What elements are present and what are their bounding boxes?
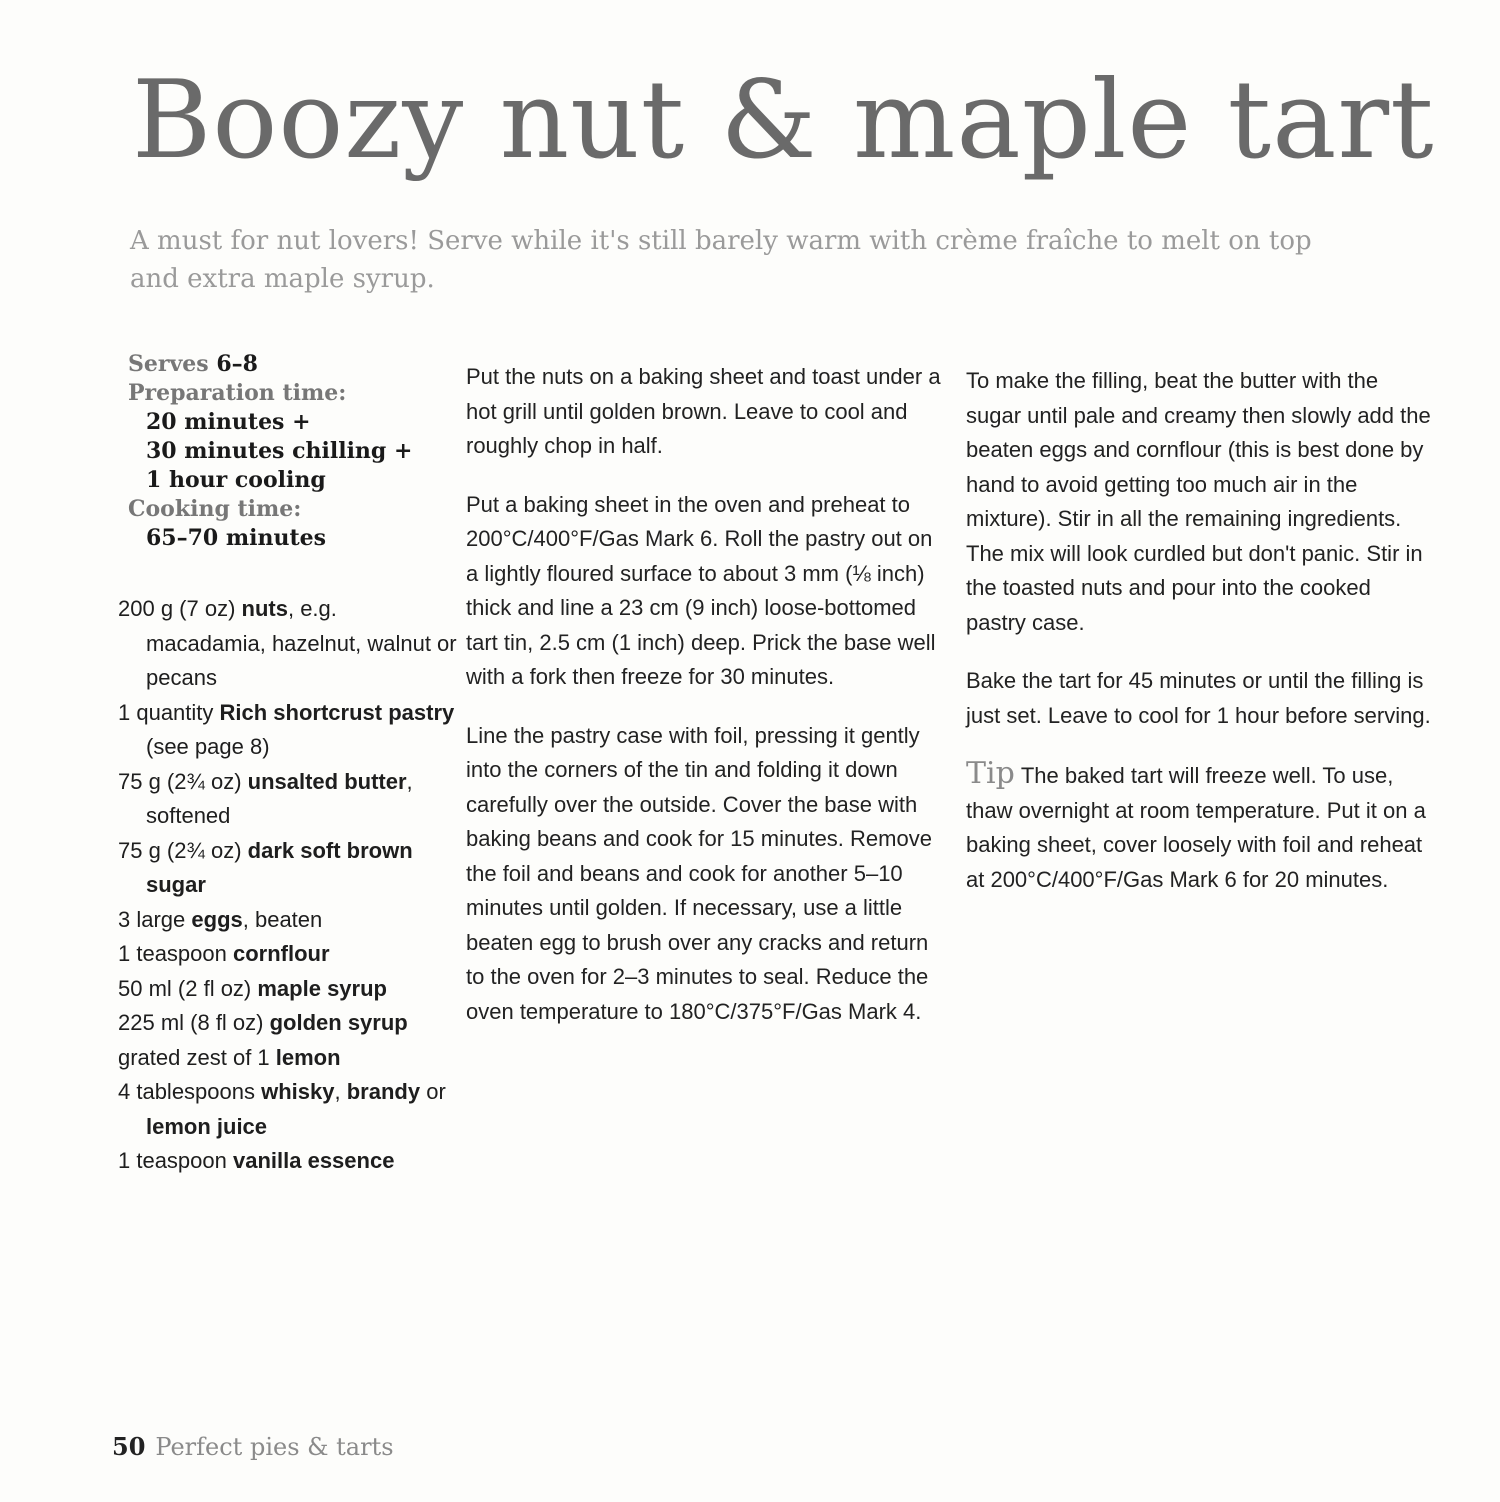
method-paragraph: Put a baking sheet in the oven and preheat to 200°C/400°F/Gas Mark 6. Roll the pastry out on a lightly floured surface to about 3 mm (⅛ inch) thick and line a 23 cm (9 inch) loose-bottomed tart tin, 2.5 cm (1 inch) deep. Prick the base well with a fork then freeze for 30 minutes.: [466, 491, 936, 689]
serves-label: Serves: [128, 351, 209, 377]
method-paragraph: Line the pastry case with foil, pressing it gently into the corners of the tin and folding it down carefully over the outside. Cover the base with baking beans and cook for 15 minutes. Remove the foil and beans and cook for another 5–10 minutes until golden. If necessary, use a little beaten egg to brush over any cracks and return to the oven for 2–3 minutes to seal. Reduce the oven temperature to 180°C/375°F/Gas Mark 4.: [466, 722, 932, 1024]
page-footer: [112, 1432, 394, 1461]
ingredient-item: 50 ml (2 fl oz) maple syrup: [118, 975, 387, 1001]
ingredient-list: [118, 592, 458, 1179]
method-column-1: [466, 360, 946, 1053]
recipe-title: Boozy nut & maple tart: [132, 58, 1435, 183]
ingredient-item: grated zest of 1 lemon: [118, 1044, 341, 1070]
ingredient-item: 1 teaspoon vanilla essence: [118, 1148, 395, 1173]
ingredient-item: 225 ml (8 fl oz) golden syrup: [118, 1010, 408, 1035]
prep-line: 20 minutes +: [146, 409, 311, 435]
recipe-meta: [128, 350, 438, 553]
prep-line: 30 minutes chilling +: [146, 438, 413, 464]
serves-line: [128, 350, 438, 379]
ingredient-item: 200 g (7 oz) nuts, e.g. macadamia, hazelnut, walnut or pecans: [118, 596, 457, 690]
ingredient-item: 4 tablespoons whisky, brandy or lemon juice: [118, 1079, 446, 1139]
serves-value: 6–8: [216, 351, 258, 377]
method-paragraph: Put the nuts on a baking sheet and toast under a hot grill until golden brown. Leave to cool and roughly chop in half.: [466, 364, 941, 458]
tip-label: Tip: [966, 756, 1015, 791]
ingredient-item: 1 teaspoon cornflour: [118, 941, 330, 966]
tip-paragraph: [966, 757, 1436, 897]
method-column-2: [966, 364, 1436, 921]
recipe-intro: A must for nut lovers! Serve while it's still barely warm with crème fraîche to melt on top and extra maple syrup.: [130, 226, 1312, 294]
method-paragraph: To make the filling, beat the butter with the sugar until pale and creamy then slowly add the beaten eggs and cornflour (this is best done by hand to avoid getting too much air in the mixture). Stir in all the remaining ingredients. The mix will look curdled but don't panic. Stir in the toasted nuts and pour into the cooked pastry case.: [966, 368, 1431, 635]
tip-text: The baked tart will freeze well. To use, thaw overnight at room temperature. Put it on a baking sheet, cover loosely with foil and reheat at 200°C/400°F/Gas Mark 6 for 20 minutes.: [966, 763, 1426, 892]
prep-label: Preparation time:: [128, 380, 347, 406]
section-title: Perfect pies & tarts: [155, 1433, 394, 1461]
ingredient-item: 75 g (2¾ oz) unsalted butter, softened: [118, 768, 413, 828]
prep-line: 1 hour cooling: [146, 467, 326, 493]
cook-label: Cooking time:: [128, 496, 302, 522]
ingredient-item: 1 quantity Rich shortcrust pastry (see page 8): [118, 699, 455, 759]
ingredient-item: 75 g (2¾ oz) dark soft brown sugar: [118, 837, 413, 897]
cook-value: 65–70 minutes: [146, 525, 327, 551]
ingredient-item: 3 large eggs, beaten: [118, 906, 323, 932]
page-number: 50: [112, 1432, 146, 1461]
method-paragraph: Bake the tart for 45 minutes or until the filling is just set. Leave to cool for 1 hour before serving.: [966, 668, 1431, 728]
